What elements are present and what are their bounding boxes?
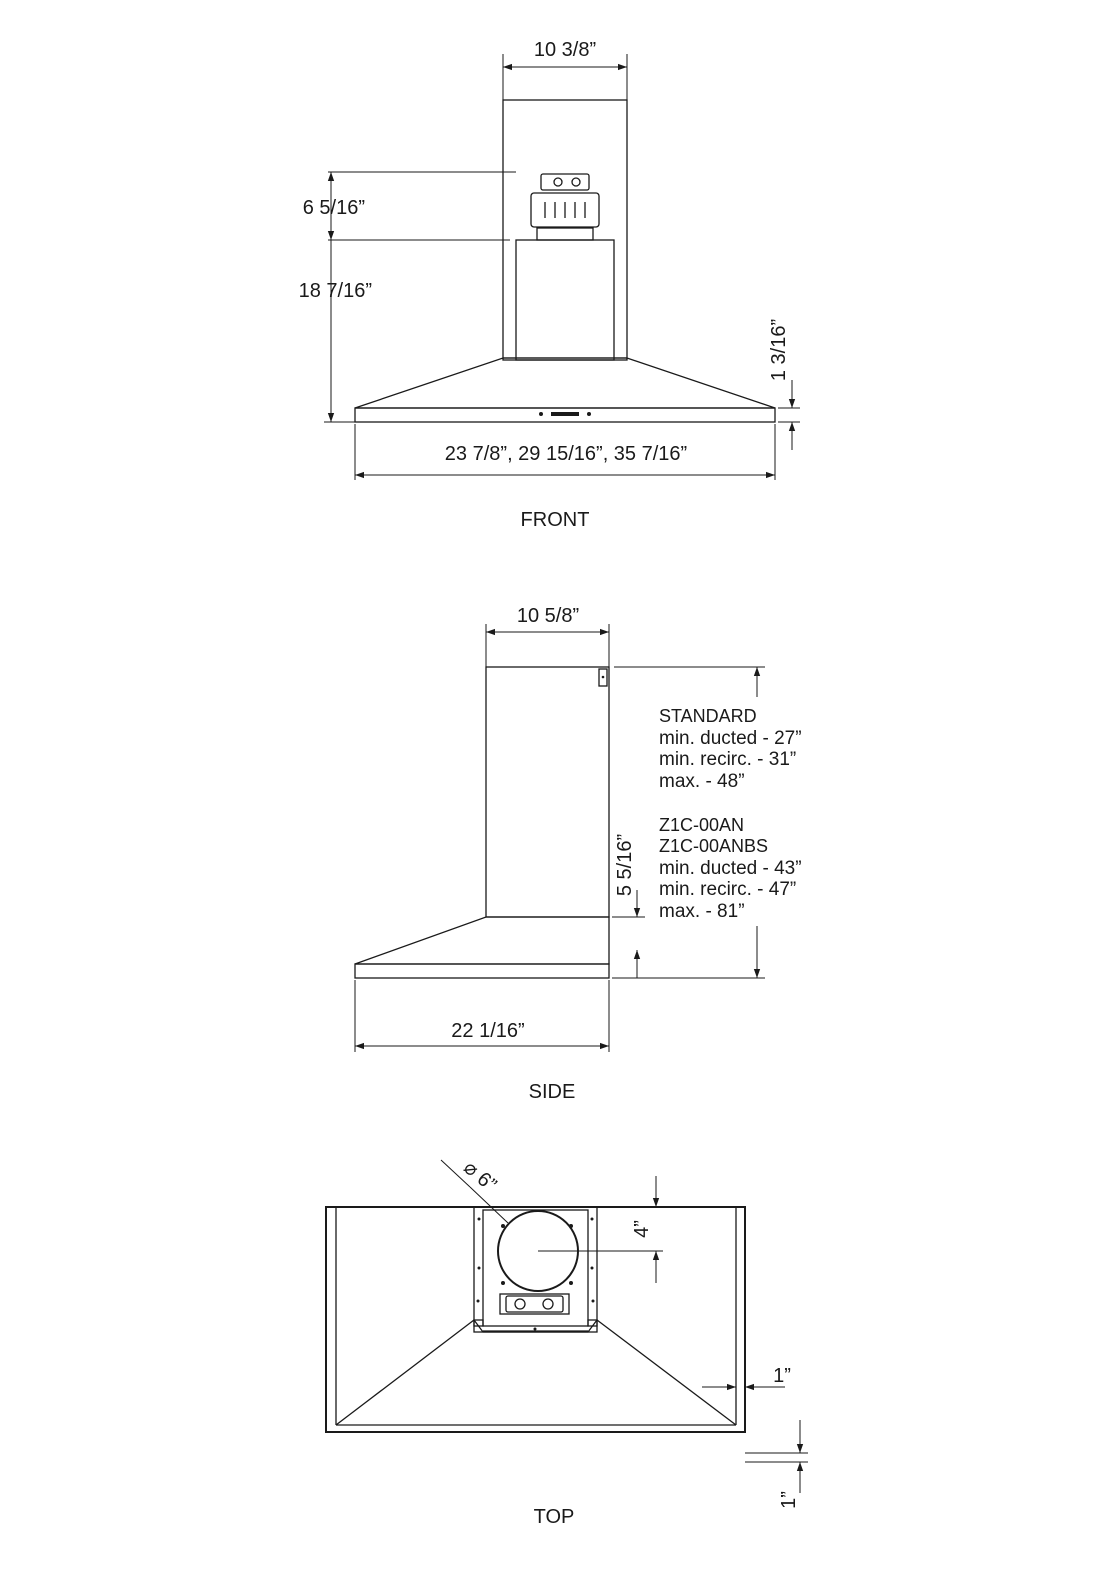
dim-chimney-depth — [486, 605, 609, 667]
front-bracket-height-label: 6 5/16” — [302, 197, 365, 219]
mounting-bracket — [531, 174, 599, 240]
front-margin-label: 1” — [778, 1491, 800, 1509]
duct-offset-label: 4” — [631, 1220, 653, 1238]
side-margin-label: 1” — [773, 1365, 791, 1387]
dim-canopy-widths — [355, 424, 775, 480]
standard-note-line: min. recirc. - 31” — [659, 749, 797, 770]
dim-canopy-edge — [768, 319, 800, 450]
front-view-title: FRONT — [520, 509, 590, 531]
extension-note-line: min. recirc. - 47” — [659, 879, 797, 900]
front-hood-outline — [355, 100, 775, 422]
front-canopy-edge-label: 1 3/16” — [768, 318, 790, 382]
height-notes — [659, 706, 802, 922]
dim-chimney-width — [503, 39, 627, 100]
top-view-title: TOP — [533, 1506, 575, 1528]
side-chimney-depth-label: 10 5/8” — [516, 605, 580, 627]
dim-canopy-height — [612, 834, 645, 978]
dim-front-margin — [745, 1420, 808, 1509]
extension-note-title: Z1C-00ANBS — [659, 836, 769, 856]
standard-note-line: min. ducted - 27” — [659, 728, 802, 749]
dim-side-margin — [702, 1365, 791, 1387]
front-chimney-width-label: 10 3/8” — [533, 39, 597, 61]
chimney-plan — [474, 1207, 597, 1332]
side-view — [355, 605, 802, 1103]
dim-duct-offset — [538, 1176, 663, 1283]
standard-note-title: STANDARD — [659, 706, 757, 726]
top-view — [326, 1157, 808, 1528]
front-canopy-widths-label: 23 7/8”, 29 15/16”, 35 7/16” — [444, 443, 688, 465]
side-hood-outline — [355, 667, 609, 978]
extension-note-line: max. - 81” — [659, 901, 745, 922]
extension-note-line: min. ducted - 43” — [659, 858, 802, 879]
front-chimney-height-label: 18 7/16” — [298, 280, 372, 302]
dim-canopy-depth — [355, 980, 609, 1052]
dim-bracket-height — [303, 172, 516, 240]
blower-bracket — [500, 1294, 569, 1314]
control-buttons — [539, 412, 591, 416]
standard-note-line: max. - 48” — [659, 771, 745, 792]
top-hood-outline — [326, 1207, 745, 1432]
duct-opening — [441, 1157, 578, 1291]
side-view-title: SIDE — [528, 1081, 576, 1103]
duct-diameter-label: ⌀ 6” — [459, 1156, 501, 1197]
extension-note-title: Z1C-00AN — [659, 815, 745, 835]
dim-chimney-height — [299, 240, 372, 422]
side-canopy-depth-label: 22 1/16” — [451, 1020, 525, 1042]
front-view — [299, 39, 800, 531]
side-canopy-height-label: 5 5/16” — [614, 833, 636, 897]
